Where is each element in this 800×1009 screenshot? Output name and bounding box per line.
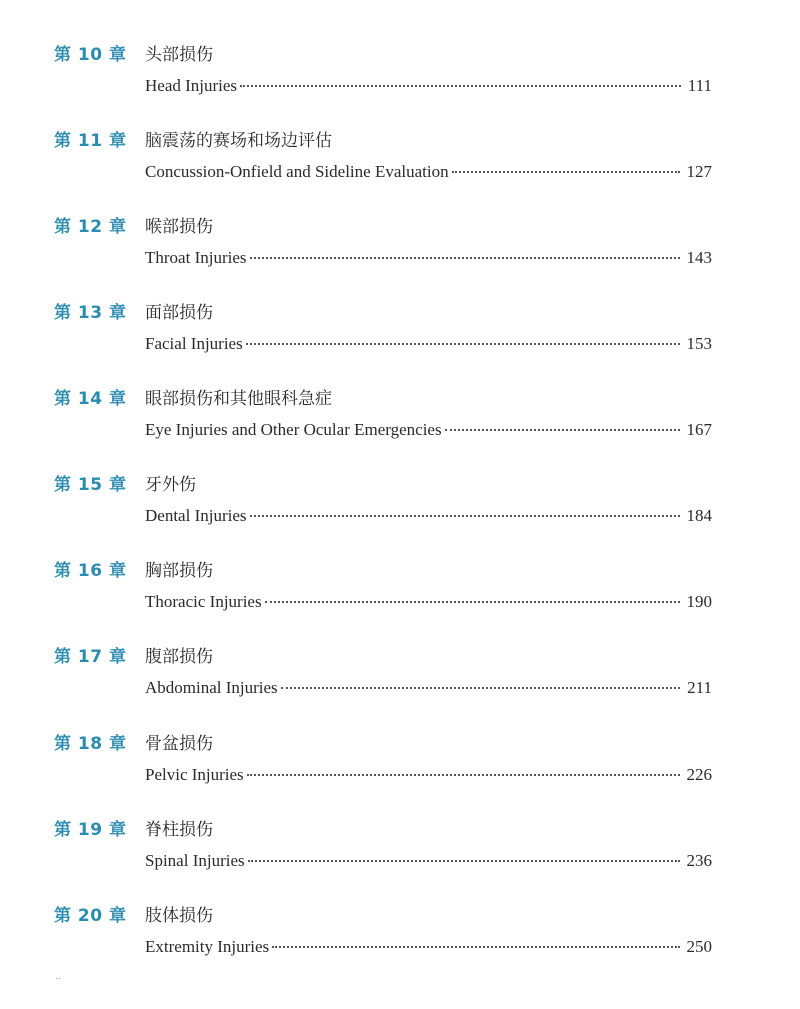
chapter-title-zh: 头部损伤 bbox=[145, 45, 213, 65]
chapter-title-zh: 脊柱损伤 bbox=[145, 820, 213, 840]
toc-entry-ch20 bbox=[0, 877, 800, 956]
dot-leader bbox=[281, 687, 680, 689]
dot-leader bbox=[265, 601, 680, 603]
chapter-title-en-line bbox=[145, 506, 712, 530]
chapter-number: 第 15 章 bbox=[54, 475, 127, 495]
chapter-number: 第 11 章 bbox=[54, 131, 127, 151]
toc-entry-ch17 bbox=[0, 618, 800, 697]
chapter-title-en: Spinal Injuries bbox=[145, 851, 245, 870]
chapter-title-en-line bbox=[145, 678, 712, 702]
chapter-title-en-line bbox=[145, 765, 712, 789]
chapter-title-en-line bbox=[145, 937, 712, 961]
dot-leader bbox=[240, 85, 681, 87]
chapter-title-en-line bbox=[145, 76, 712, 100]
toc-entry-ch18 bbox=[0, 705, 800, 784]
toc-entry-ch12 bbox=[0, 188, 800, 267]
dot-leader bbox=[452, 171, 680, 173]
chapter-number: 第 12 章 bbox=[54, 217, 127, 237]
footer-mark: .. bbox=[55, 972, 61, 982]
chapter-title-en: Extremity Injuries bbox=[145, 937, 270, 956]
chapter-number: 第 13 章 bbox=[54, 303, 127, 323]
chapter-number: 第 16 章 bbox=[54, 561, 127, 581]
chapter-title-en: Pelvic Injuries bbox=[145, 765, 244, 784]
page-number: 226 bbox=[686, 765, 712, 784]
chapter-number: 第 10 章 bbox=[54, 45, 127, 65]
page-number: 111 bbox=[687, 76, 712, 95]
chapter-title-en: Concussion-Onfield and Sideline Evaluation bbox=[145, 162, 449, 181]
dot-leader bbox=[246, 343, 680, 345]
chapter-title-zh: 喉部损伤 bbox=[145, 217, 213, 237]
page-number: 143 bbox=[686, 248, 712, 267]
page-number: 153 bbox=[686, 334, 712, 353]
dot-leader bbox=[247, 774, 680, 776]
chapter-title-zh: 胸部损伤 bbox=[145, 561, 213, 581]
toc-entry-ch15 bbox=[0, 446, 800, 525]
chapter-title-zh: 腹部损伤 bbox=[145, 647, 213, 667]
toc-entry-ch19 bbox=[0, 791, 800, 870]
chapter-title-en-line bbox=[145, 162, 712, 186]
toc-entry-ch10 bbox=[0, 16, 800, 95]
chapter-number: 第 18 章 bbox=[54, 734, 127, 754]
page-number: 190 bbox=[686, 592, 712, 611]
chapter-title-en: Dental Injuries bbox=[145, 506, 247, 525]
chapter-number: 第 19 章 bbox=[54, 820, 127, 840]
toc-entry-ch16 bbox=[0, 532, 800, 611]
chapter-title-en: Throat Injuries bbox=[145, 248, 247, 267]
dot-leader bbox=[250, 515, 680, 517]
chapter-title-zh: 牙外伤 bbox=[145, 475, 196, 495]
chapter-number: 第 20 章 bbox=[54, 906, 127, 926]
toc-entry-ch11 bbox=[0, 102, 800, 181]
toc-entry-ch14 bbox=[0, 360, 800, 439]
page-number: 236 bbox=[686, 851, 712, 870]
chapter-title-en: Eye Injuries and Other Ocular Emergencies bbox=[145, 420, 442, 439]
chapter-title-en-line bbox=[145, 248, 712, 272]
dot-leader bbox=[272, 946, 679, 948]
dot-leader bbox=[250, 257, 680, 259]
chapter-title-zh: 眼部损伤和其他眼科急症 bbox=[145, 389, 332, 409]
chapter-title-zh: 肢体损伤 bbox=[145, 906, 213, 926]
page-number: 211 bbox=[687, 678, 712, 697]
chapter-title-zh: 脑震荡的赛场和场边评估 bbox=[145, 131, 332, 151]
chapter-title-zh: 面部损伤 bbox=[145, 303, 213, 323]
chapter-title-en-line bbox=[145, 592, 712, 616]
chapter-title-en-line bbox=[145, 334, 712, 358]
chapter-title-en: Abdominal Injuries bbox=[145, 678, 278, 697]
chapter-title-en-line bbox=[145, 851, 712, 875]
page-number: 127 bbox=[686, 162, 712, 181]
dot-leader bbox=[445, 429, 680, 431]
toc-entry-ch13 bbox=[0, 274, 800, 353]
chapter-number: 第 14 章 bbox=[54, 389, 127, 409]
chapter-title-en: Thoracic Injuries bbox=[145, 592, 262, 611]
chapter-number: 第 17 章 bbox=[54, 647, 127, 667]
chapter-title-en: Facial Injuries bbox=[145, 334, 243, 353]
page-number: 250 bbox=[686, 937, 712, 956]
page-number: 167 bbox=[686, 420, 712, 439]
dot-leader bbox=[248, 860, 680, 862]
page-number: 184 bbox=[686, 506, 712, 525]
chapter-title-en: Head Injuries bbox=[145, 76, 238, 95]
chapter-title-en-line bbox=[145, 420, 712, 444]
chapter-title-zh: 骨盆损伤 bbox=[145, 734, 213, 754]
